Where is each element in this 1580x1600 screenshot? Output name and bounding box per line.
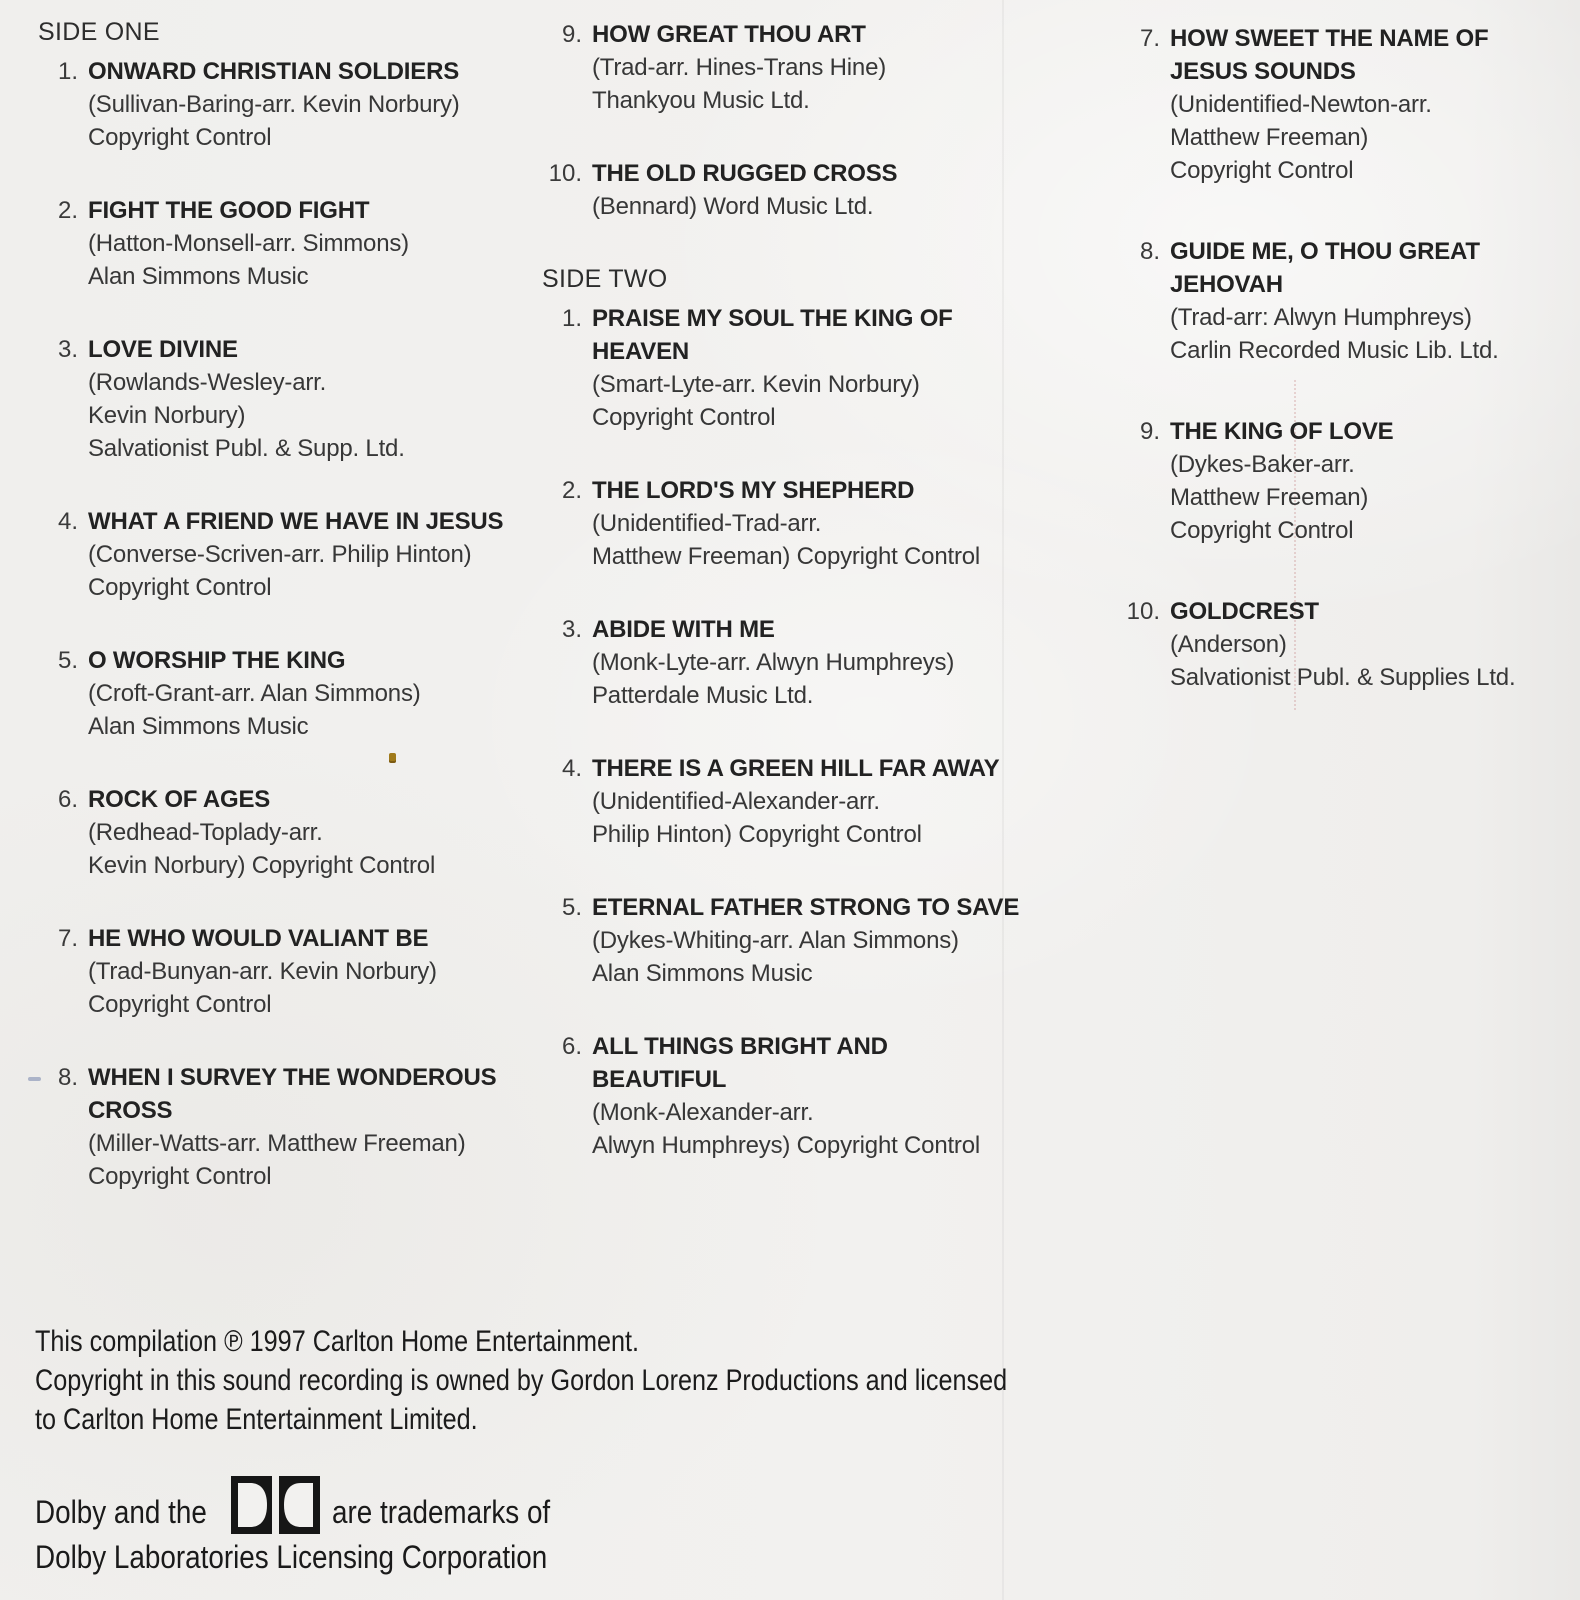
track-item — [28, 55, 533, 154]
track-text — [592, 613, 1037, 712]
track-credit-line: (Trad-arr: Alwyn Humphreys) — [1170, 304, 1472, 331]
track-text — [88, 783, 533, 882]
track-title-line: THERE IS A GREEN HILL FAR AWAY — [592, 755, 1000, 782]
track-text — [88, 55, 533, 154]
track-number: 2. — [57, 197, 78, 224]
track-credit-line: (Monk-Lyte-arr. Alwyn Humphreys) — [592, 649, 955, 676]
track-credit-line: Alan Simmons Music — [88, 263, 309, 290]
track-title-line: O WORSHIP THE KING — [88, 647, 346, 674]
track-number: 5. — [57, 647, 78, 674]
track-item — [28, 1061, 533, 1193]
track-number: 3. — [561, 616, 582, 643]
track-text — [88, 194, 533, 293]
track-item — [1110, 595, 1575, 694]
track-credit-line: Kevin Norbury) Copyright Control — [88, 852, 436, 879]
track-text — [592, 1030, 1037, 1162]
track-text — [88, 644, 533, 743]
track-credit-line: (Unidentified-Trad-arr. — [592, 510, 822, 537]
track-credit-line: Copyright Control — [88, 124, 272, 151]
compilation-notice — [35, 1322, 1007, 1439]
track-text — [1170, 415, 1575, 547]
track-credit-line: Alan Simmons Music — [592, 960, 813, 987]
track-credit-line: Alan Simmons Music — [88, 713, 309, 740]
track-title-line: LOVE DIVINE — [88, 336, 238, 363]
track-credit-line: (Anderson) — [1170, 631, 1287, 658]
track-credit-line: Salvationist Publ. & Supp. Ltd. — [88, 435, 405, 462]
track-text — [88, 333, 533, 465]
track-text — [1170, 595, 1575, 694]
dolby-double-d-icon — [231, 1476, 320, 1534]
track-credit-line: Matthew Freeman) — [1170, 484, 1369, 511]
dolby-trademark-line2: Dolby Laboratories Licensing Corporation — [35, 1539, 548, 1575]
track-item — [532, 891, 1037, 990]
track-title-line: JEHOVAH — [1170, 271, 1283, 298]
track-title-line: WHEN I SURVEY THE WONDEROUS — [88, 1064, 497, 1091]
track-item — [532, 613, 1037, 712]
track-credit-line: (Croft-Grant-arr. Alan Simmons) — [88, 680, 421, 707]
track-number: 4. — [57, 508, 78, 535]
track-credit-line: (Unidentified-Alexander-arr. — [592, 788, 880, 815]
track-title-line: HE WHO WOULD VALIANT BE — [88, 925, 429, 952]
track-item — [1110, 22, 1575, 187]
track-credit-line: (Redhead-Toplady-arr. — [88, 819, 323, 846]
track-credit-line: (Miller-Watts-arr. Matthew Freeman) — [88, 1130, 466, 1157]
track-number: 1. — [561, 305, 582, 332]
track-number: 10. — [548, 160, 582, 187]
track-item — [532, 18, 1037, 117]
track-credit-line: (Rowlands-Wesley-arr. — [88, 369, 327, 396]
track-title-line: JESUS SOUNDS — [1170, 58, 1356, 85]
track-title-line: HOW SWEET THE NAME OF — [1170, 25, 1489, 52]
track-credit-line: (Sullivan-Baring-arr. Kevin Norbury) — [88, 91, 460, 118]
track-item — [1110, 415, 1575, 547]
track-credit-line: (Unidentified-Newton-arr. — [1170, 91, 1432, 118]
track-item — [532, 302, 1037, 434]
side-heading: SIDE ONE — [38, 18, 160, 46]
track-item — [532, 752, 1037, 851]
track-item — [28, 783, 533, 882]
track-credit-line: Carlin Recorded Music Lib. Ltd. — [1170, 337, 1499, 364]
track-credit-line: Salvationist Publ. & Supplies Ltd. — [1170, 664, 1516, 691]
track-title-line: THE LORD'S MY SHEPHERD — [592, 477, 915, 504]
track-credit-line: (Smart-Lyte-arr. Kevin Norbury) — [592, 371, 920, 398]
track-credit-line: Copyright Control — [88, 574, 272, 601]
track-credit-line: Matthew Freeman) Copyright Control — [592, 543, 981, 570]
track-credit-line: (Converse-Scriven-arr. Philip Hinton) — [88, 541, 472, 568]
track-number: 9. — [561, 21, 582, 48]
track-number: 4. — [561, 755, 582, 782]
tracklist-column — [28, 16, 533, 1233]
track-title-line: HOW GREAT THOU ART — [592, 21, 866, 48]
track-title-line: ETERNAL FATHER STRONG TO SAVE — [592, 894, 1020, 921]
track-text — [1170, 235, 1575, 367]
track-title-line: CROSS — [88, 1097, 173, 1124]
track-item — [532, 474, 1037, 573]
track-number: 2. — [561, 477, 582, 504]
track-title-line: ONWARD CHRISTIAN SOLDIERS — [88, 58, 460, 85]
track-number: 6. — [561, 1033, 582, 1060]
track-title-line: FIGHT THE GOOD FIGHT — [88, 197, 370, 224]
side-heading: SIDE TWO — [542, 265, 668, 293]
track-credit-line: Copyright Control — [88, 991, 272, 1018]
track-number: 9. — [1139, 418, 1160, 445]
track-credit-line: Philip Hinton) Copyright Control — [592, 821, 922, 848]
track-credit-line: (Dykes-Baker-arr. — [1170, 451, 1355, 478]
dolby-trademark-prefix: Dolby and the — [35, 1494, 207, 1530]
track-title-line: WHAT A FRIEND WE HAVE IN JESUS — [88, 508, 504, 535]
track-title-line: GUIDE ME, O THOU GREAT — [1170, 238, 1480, 265]
track-credit-line: Matthew Freeman) — [1170, 124, 1369, 151]
track-item — [28, 505, 533, 604]
track-number: 6. — [57, 786, 78, 813]
track-item — [28, 922, 533, 1021]
track-title-line: HEAVEN — [592, 338, 690, 365]
track-text — [592, 752, 1037, 851]
track-credit-line: Kevin Norbury) — [88, 402, 246, 429]
track-text — [592, 891, 1037, 990]
track-number: 1. — [57, 58, 78, 85]
dolby-trademark-suffix: are trademarks of — [332, 1494, 551, 1530]
track-title-line: BEAUTIFUL — [592, 1066, 727, 1093]
track-item — [28, 194, 533, 293]
track-credit-line: (Trad-arr. Hines-Trans Hine) — [592, 54, 887, 81]
track-number: 7. — [57, 925, 78, 952]
track-title-line: THE KING OF LOVE — [1170, 418, 1394, 445]
tracklist-column — [1110, 22, 1575, 742]
track-text — [88, 922, 533, 1021]
track-text — [592, 302, 1037, 434]
track-credit-line: Thankyou Music Ltd. — [592, 87, 810, 114]
track-text — [1170, 22, 1575, 187]
track-number: 10. — [1126, 598, 1160, 625]
track-title-line: GOLDCREST — [1170, 598, 1319, 625]
track-item — [28, 333, 533, 465]
track-title-line: THE OLD RUGGED CROSS — [592, 160, 898, 187]
track-credit-line: Copyright Control — [592, 404, 776, 431]
track-title-line: ABIDE WITH ME — [592, 616, 775, 643]
track-text — [592, 157, 1037, 223]
track-credit-line: (Hatton-Monsell-arr. Simmons) — [88, 230, 409, 257]
track-number: 7. — [1139, 25, 1160, 52]
track-item — [1110, 235, 1575, 367]
compilation-line: to Carlton Home Entertainment Limited. — [35, 1403, 478, 1436]
track-credit-line: (Monk-Alexander-arr. — [592, 1099, 814, 1126]
track-credit-line: Copyright Control — [1170, 157, 1354, 184]
track-credit-line: (Dykes-Whiting-arr. Alan Simmons) — [592, 927, 959, 954]
track-credit-line: Copyright Control — [1170, 517, 1354, 544]
track-credit-line: (Trad-Bunyan-arr. Kevin Norbury) — [88, 958, 437, 985]
track-credit-line: Alwyn Humphreys) Copyright Control — [592, 1132, 981, 1159]
track-credit-line: Patterdale Music Ltd. — [592, 682, 814, 709]
tracklist-column — [532, 18, 1037, 1202]
track-text — [88, 1061, 533, 1193]
track-item — [28, 644, 533, 743]
compilation-line: This compilation ℗ 1997 Carlton Home Entertainment. — [35, 1325, 640, 1358]
track-title-line: ALL THINGS BRIGHT AND — [592, 1033, 888, 1060]
track-credit-line: (Bennard) Word Music Ltd. — [592, 193, 874, 220]
track-title-line: ROCK OF AGES — [88, 786, 271, 813]
track-number: 5. — [561, 894, 582, 921]
track-item — [532, 1030, 1037, 1162]
track-number: 3. — [57, 336, 78, 363]
track-text — [592, 474, 1037, 573]
compilation-line: Copyright in this sound recording is owned by Gordon Lorenz Productions and licensed — [35, 1364, 1008, 1397]
track-title-line: PRAISE MY SOUL THE KING OF — [592, 305, 953, 332]
track-item — [532, 157, 1037, 223]
track-number: 8. — [1139, 238, 1160, 265]
track-text — [592, 18, 1037, 117]
track-credit-line: Copyright Control — [88, 1163, 272, 1190]
track-number: 8. — [57, 1064, 78, 1091]
track-text — [88, 505, 533, 604]
